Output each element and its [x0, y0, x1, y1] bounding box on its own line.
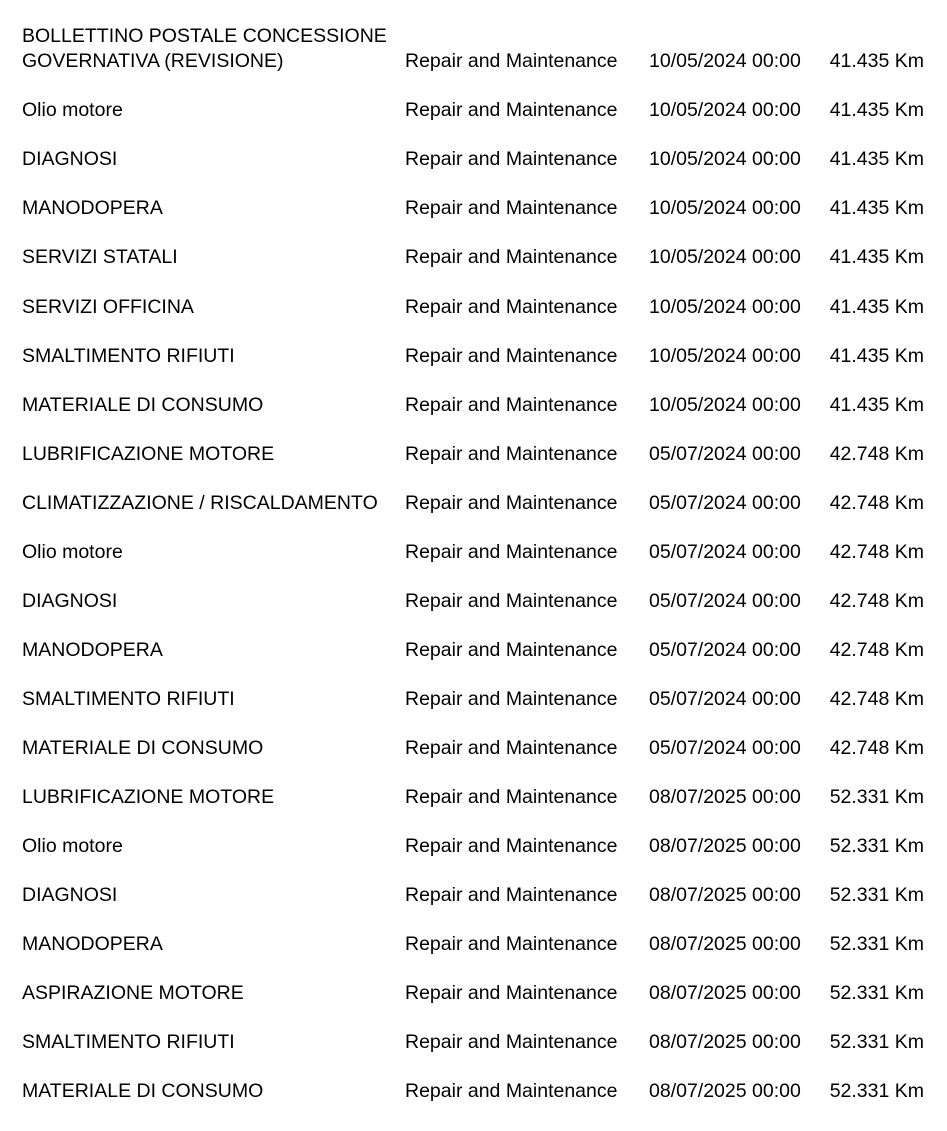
table-row [0, 540, 947, 564]
item-date: 08/07/2025 00:00 [649, 1080, 801, 1102]
item-odometer: 52.331 Km [829, 1080, 924, 1102]
item-category: Repair and Maintenance [405, 786, 618, 808]
item-odometer: 41.435 Km [829, 197, 924, 219]
item-name: MATERIALE DI CONSUMO [22, 394, 264, 416]
table-row [0, 589, 947, 613]
item-odometer: 52.331 Km [829, 884, 924, 906]
item-category: Repair and Maintenance [405, 688, 618, 710]
table-row [0, 883, 947, 907]
item-odometer: 52.331 Km [829, 933, 924, 955]
item-odometer: 52.331 Km [829, 1031, 924, 1053]
item-category: Repair and Maintenance [405, 884, 618, 906]
item-name: SMALTIMENTO RIFIUTI [22, 345, 235, 367]
item-category: Repair and Maintenance [405, 197, 618, 219]
item-name: MATERIALE DI CONSUMO [22, 737, 264, 759]
item-category: Repair and Maintenance [405, 394, 618, 416]
item-name: Olio motore [22, 541, 123, 563]
item-date: 05/07/2024 00:00 [649, 492, 801, 514]
table-row [0, 687, 947, 711]
item-date: 10/05/2024 00:00 [649, 50, 801, 72]
item-category: Repair and Maintenance [405, 50, 618, 72]
table-row [0, 638, 947, 662]
item-category: Repair and Maintenance [405, 982, 618, 1004]
table-row [0, 834, 947, 858]
item-category: Repair and Maintenance [405, 296, 618, 318]
item-date: 05/07/2024 00:00 [649, 688, 801, 710]
item-odometer: 41.435 Km [829, 148, 924, 170]
item-name: SMALTIMENTO RIFIUTI [22, 688, 235, 710]
item-odometer: 52.331 Km [829, 786, 924, 808]
item-date: 10/05/2024 00:00 [649, 99, 801, 121]
item-date: 05/07/2024 00:00 [649, 443, 801, 465]
item-odometer: 42.748 Km [829, 688, 924, 710]
item-odometer: 42.748 Km [829, 639, 924, 661]
item-date: 05/07/2024 00:00 [649, 541, 801, 563]
table-row [0, 98, 947, 122]
table-row [0, 1079, 947, 1103]
item-name: SERVIZI OFFICINA [22, 296, 194, 318]
item-date: 05/07/2024 00:00 [649, 737, 801, 759]
table-row [0, 393, 947, 417]
item-odometer: 42.748 Km [829, 492, 924, 514]
item-name-line: GOVERNATIVA (REVISIONE) [22, 49, 284, 72]
item-date: 10/05/2024 00:00 [649, 148, 801, 170]
item-category: Repair and Maintenance [405, 148, 618, 170]
item-date: 10/05/2024 00:00 [649, 197, 801, 219]
table-row [0, 295, 947, 319]
item-odometer: 52.331 Km [829, 835, 924, 857]
item-category: Repair and Maintenance [405, 246, 618, 268]
table-row [0, 442, 947, 466]
item-category: Repair and Maintenance [405, 737, 618, 759]
item-date: 08/07/2025 00:00 [649, 1031, 801, 1053]
item-category: Repair and Maintenance [405, 835, 618, 857]
item-odometer: 41.435 Km [829, 50, 924, 72]
item-category: Repair and Maintenance [405, 345, 618, 367]
item-name: SERVIZI STATALI [22, 246, 178, 268]
item-date: 10/05/2024 00:00 [649, 246, 801, 268]
item-date: 10/05/2024 00:00 [649, 394, 801, 416]
item-category: Repair and Maintenance [405, 99, 618, 121]
item-date: 08/07/2025 00:00 [649, 786, 801, 808]
item-name: MANODOPERA [22, 933, 163, 955]
item-category: Repair and Maintenance [405, 933, 618, 955]
item-date: 10/05/2024 00:00 [649, 345, 801, 367]
item-date: 05/07/2024 00:00 [649, 639, 801, 661]
item-category: Repair and Maintenance [405, 443, 618, 465]
item-odometer: 41.435 Km [829, 99, 924, 121]
item-date: 08/07/2025 00:00 [649, 982, 801, 1004]
table-row [0, 245, 947, 269]
item-name-line: BOLLETTINO POSTALE CONCESSIONE [22, 25, 387, 47]
table-row [0, 1030, 947, 1054]
item-date: 08/07/2025 00:00 [649, 835, 801, 857]
item-odometer: 41.435 Km [829, 246, 924, 268]
item-category: Repair and Maintenance [405, 590, 618, 612]
item-odometer: 42.748 Km [829, 737, 924, 759]
item-odometer: 41.435 Km [829, 296, 924, 318]
item-name: SMALTIMENTO RIFIUTI [22, 1031, 235, 1053]
item-date: 05/07/2024 00:00 [649, 590, 801, 612]
item-name: DIAGNOSI [22, 148, 118, 170]
item-category: Repair and Maintenance [405, 541, 618, 563]
item-date: 08/07/2025 00:00 [649, 933, 801, 955]
item-category: Repair and Maintenance [405, 492, 618, 514]
item-odometer: 41.435 Km [829, 345, 924, 367]
item-odometer: 52.331 Km [829, 982, 924, 1004]
item-name: LUBRIFICAZIONE MOTORE [22, 786, 275, 808]
item-name: LUBRIFICAZIONE MOTORE [22, 443, 275, 465]
item-odometer: 42.748 Km [829, 443, 924, 465]
item-name: ASPIRAZIONE MOTORE [22, 982, 244, 1004]
table-row [0, 785, 947, 809]
item-name: MANODOPERA [22, 197, 163, 219]
item-name: MATERIALE DI CONSUMO [22, 1080, 264, 1102]
item-name: DIAGNOSI [22, 884, 118, 906]
item-odometer: 41.435 Km [829, 394, 924, 416]
table-row [0, 736, 947, 760]
item-category: Repair and Maintenance [405, 639, 618, 661]
table-row [0, 344, 947, 368]
item-date: 10/05/2024 00:00 [649, 296, 801, 318]
item-category: Repair and Maintenance [405, 1031, 618, 1053]
item-odometer: 42.748 Km [829, 541, 924, 563]
table-row [0, 25, 947, 73]
item-date: 08/07/2025 00:00 [649, 884, 801, 906]
item-odometer: 42.748 Km [829, 590, 924, 612]
item-name: DIAGNOSI [22, 590, 118, 612]
item-name: Olio motore [22, 99, 123, 121]
table-row [0, 147, 947, 171]
item-category: Repair and Maintenance [405, 1080, 618, 1102]
item-name: MANODOPERA [22, 639, 163, 661]
item-name: Olio motore [22, 835, 123, 857]
table-row [0, 196, 947, 220]
item-name [22, 24, 402, 73]
table-row [0, 981, 947, 1005]
table-row [0, 491, 947, 515]
item-name: CLIMATIZZAZIONE / RISCALDAMENTO [22, 492, 378, 514]
table-row [0, 932, 947, 956]
